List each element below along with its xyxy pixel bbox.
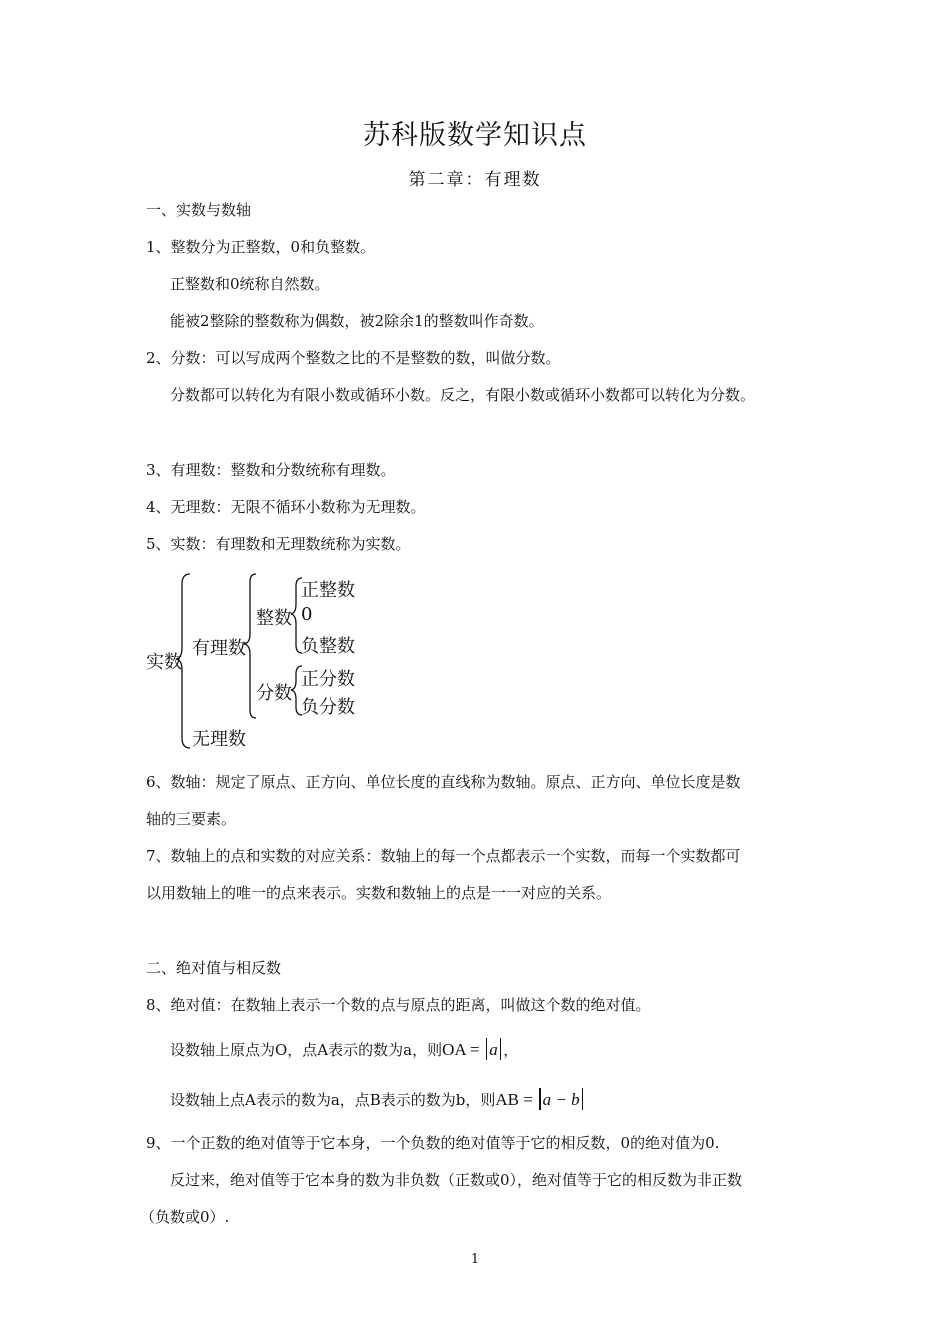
chapter-heading: 第二章：有理数 [408, 170, 542, 190]
item-5: 5、实数：有理数和无理数统称为实数。 [146, 535, 411, 553]
item-9b: （负数或0）. [140, 1208, 230, 1226]
item-8a-text: 设数轴上原点为O，点A表示的数为a，则 [170, 1041, 443, 1059]
item-8a [170, 1038, 518, 1060]
tree-root: 实数 [146, 652, 182, 673]
tree-integer: 整数 [256, 608, 292, 629]
item-1b: 能被2整除的整数称为偶数，被2除余1的整数叫作奇数。 [170, 312, 544, 330]
item-8a-tail: ， [503, 1041, 519, 1059]
formula-oa-var: a [489, 1040, 498, 1059]
section-heading-1: 一、实数与数轴 [146, 201, 252, 219]
abs-bar-left [539, 1088, 541, 1110]
tree-positive-fraction: 正分数 [301, 669, 355, 690]
item-9a: 反过来，绝对值等于它本身的数为非负数（正数或0），绝对值等于它的相反数为非正数 [170, 1171, 743, 1189]
formula-ab-eq: = [523, 1090, 533, 1109]
item-8: 8、绝对值：在数轴上表示一个数的点与原点的距离，叫做这个数的绝对值。 [146, 996, 651, 1014]
item-8b-text: 设数轴上点A表示的数为a，点B表示的数为b，则 [170, 1091, 496, 1109]
tree-negative-fraction: 负分数 [301, 697, 355, 718]
tree-rational: 有理数 [192, 638, 246, 659]
item-2a: 分数都可以转化为有限小数或循环小数。反之，有限小数或循环小数都可以转化为分数。 [170, 386, 756, 404]
item-7-line-1: 7、数轴上的点和实数的对应关系：数轴上的每一个点都表示一个实数，而每一个实数都可 [146, 847, 741, 865]
formula-ab-expr: a − b [542, 1090, 580, 1109]
item-1a: 正整数和0统称自然数。 [170, 275, 330, 293]
formula-oa-lhs: OA [442, 1040, 466, 1059]
item-4: 4、无理数：无限不循环小数称为无理数。 [146, 498, 426, 516]
tree-irrational: 无理数 [192, 729, 246, 750]
tree-positive-integer: 正整数 [301, 580, 355, 601]
item-1: 1、整数分为正整数，0和负整数。 [146, 238, 376, 256]
item-6-line-1: 6、数轴：规定了原点、正方向、单位长度的直线称为数轴。原点、正方向、单位长度是数 [146, 773, 741, 791]
formula-oa [442, 1040, 503, 1059]
abs-bar-left [486, 1038, 488, 1060]
section-heading-2: 二、绝对值与相反数 [146, 959, 282, 977]
item-2: 2、分数：可以写成两个整数之比的不是整数的数，叫做分数。 [146, 349, 561, 367]
tree-zero: 0 [301, 604, 313, 625]
page-number: 1 [470, 1252, 480, 1267]
abs-bar-right [582, 1088, 584, 1110]
tree-fraction: 分数 [256, 683, 292, 704]
formula-ab-lhs: AB [495, 1090, 520, 1109]
item-7-line-2: 以用数轴上的唯一的点来表示。实数和数轴上的点是一一对应的关系。 [146, 884, 612, 902]
page-title: 苏科版数学知识点 [363, 120, 587, 151]
tree-negative-integer: 负整数 [301, 636, 355, 657]
item-9: 9、一个正数的绝对值等于它本身，一个负数的绝对值等于它的相反数，0的绝对值为0. [146, 1134, 720, 1152]
formula-ab [495, 1090, 585, 1109]
item-8b [170, 1088, 585, 1110]
formula-oa-eq: = [469, 1040, 480, 1059]
abs-bar-right [500, 1038, 502, 1060]
item-6-line-2: 轴的三要素。 [146, 810, 237, 828]
item-3: 3、有理数：整数和分数统称有理数。 [146, 461, 396, 479]
